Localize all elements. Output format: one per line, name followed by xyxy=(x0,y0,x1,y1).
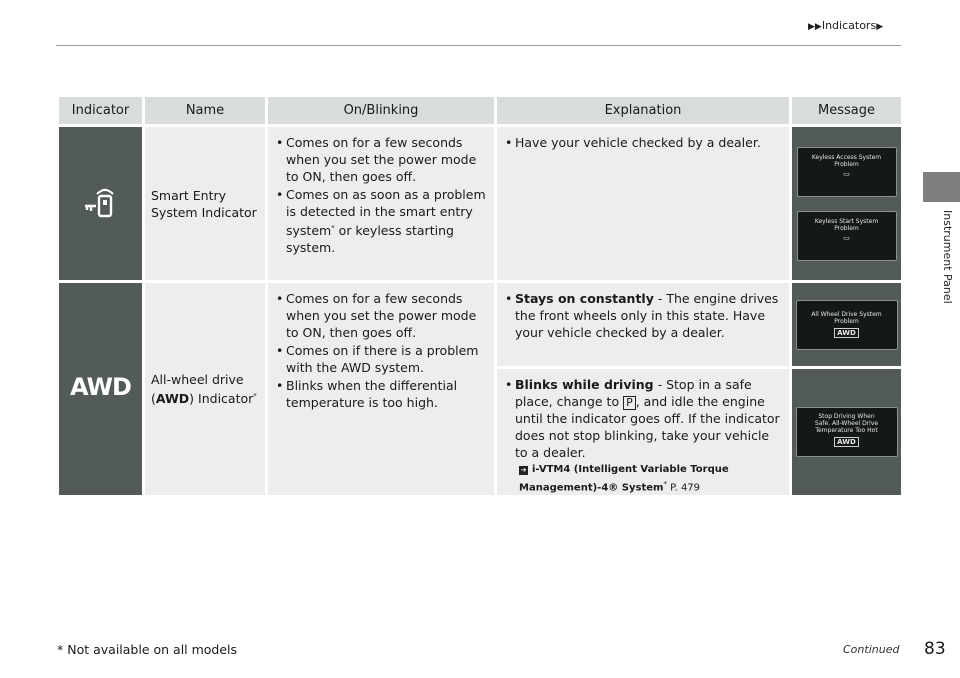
col-on-blinking: On/Blinking xyxy=(267,97,496,126)
footnote-asterisk: * xyxy=(331,224,335,232)
message-key-icon: ▭ xyxy=(843,169,850,178)
awd-on-item-3: • Blinks when the differential temperature is too high. xyxy=(276,377,488,411)
awd-expl-blink-item xyxy=(505,376,783,461)
continued-label: Continued xyxy=(843,643,900,656)
footnote: * Not available on all models xyxy=(57,642,238,657)
smart-entry-explanation xyxy=(496,126,791,282)
awd-temp-message-screen xyxy=(796,407,898,457)
awd-name-line2 xyxy=(151,388,259,407)
smart-entry-on-item-2a: Comes on as soon as a problem is detected in the smart entry system xyxy=(286,187,486,239)
awd-indicator-cell xyxy=(58,282,144,497)
header-rule xyxy=(56,45,901,46)
awd-name-rest: ) Indicator xyxy=(189,391,254,407)
table-row-smart-entry xyxy=(58,126,903,282)
msg-awd-temp-line1: Stop Driving When xyxy=(818,413,875,421)
awd-on-item-1: • Comes on for a few seconds when you set the power mode to ON, then goes off. xyxy=(276,290,488,341)
awd-on-item-2: • Comes on if there is a problem with the AWD system. xyxy=(276,342,488,376)
keyless-access-message-screen xyxy=(797,147,897,197)
page-number: 83 xyxy=(924,639,946,659)
awd-expl-blink-bold: Blinks while driving xyxy=(515,377,654,392)
awd-icon: AWD xyxy=(70,373,131,402)
smart-entry-message-cell xyxy=(791,126,903,282)
msg-awd-temp-chip: AWD xyxy=(834,437,859,447)
msg-keyless-start-line2: Problem xyxy=(834,224,859,232)
awd-expl-blink-b: , and idle the engine until the indicator goes off. If the indicator does not stop blinking, take your vehicle to a dealer. xyxy=(515,394,780,460)
table-row-awd-top xyxy=(58,282,903,368)
msg-awd-problem-line2: Problem xyxy=(834,317,859,325)
awd-expl-blink-a: - Stop in a safe place, change to xyxy=(515,377,752,409)
awd-name-bold: AWD xyxy=(155,391,190,407)
msg-awd-problem-line1: All Wheel Drive System xyxy=(811,310,882,318)
smart-entry-on-item-2 xyxy=(276,186,488,256)
awd-problem-message-screen xyxy=(796,300,898,350)
awd-name-open: ( xyxy=(151,391,156,407)
smart-entry-expl-item: • Have your vehicle checked by a dealer. xyxy=(505,134,783,151)
awd-message-cell-1 xyxy=(791,282,903,368)
msg-keyless-start-line1: Keyless Start System xyxy=(814,217,879,225)
awd-expl-steady-rest: - The engine drives the front wheels only in this state. Have your vehicle checked by a dealer. xyxy=(515,291,779,340)
awd-name xyxy=(144,282,267,497)
col-explanation: Explanation xyxy=(496,97,791,126)
smart-entry-on-item-1: • Comes on for a few seconds when you set the power mode to ON, then goes off. xyxy=(276,134,488,185)
smart-entry-on-blinking xyxy=(267,126,496,282)
message-key-icon: ▭ xyxy=(843,233,850,242)
msg-keyless-access-line1: Keyless Access System xyxy=(811,153,882,161)
smart-entry-on-item-2b: or keyless starting system. xyxy=(286,223,454,256)
awd-cross-reference[interactable] xyxy=(497,463,789,495)
awd-name-line1: All-wheel drive xyxy=(151,372,244,388)
ref-line1: i-VTM4 (Intelligent Variable Torque xyxy=(532,464,729,475)
msg-awd-temp-line3: Temperature Too Hot xyxy=(815,427,878,435)
ref-line2: Management)-4® System xyxy=(519,482,664,494)
footnote-asterisk: * xyxy=(253,392,257,401)
awd-on-blinking xyxy=(267,282,496,497)
smart-entry-key-icon xyxy=(81,184,121,220)
park-gear-symbol: P xyxy=(623,396,636,410)
awd-explanation-blinking xyxy=(496,368,791,497)
table-header-row xyxy=(58,97,903,126)
msg-awd-chip: AWD xyxy=(834,328,859,338)
reference-arrow-icon: ➔ xyxy=(520,466,527,474)
col-message: Message xyxy=(791,97,903,126)
msg-keyless-access-line2: Problem xyxy=(834,160,859,168)
breadcrumb-arrows: ▶▶ xyxy=(808,22,822,32)
col-indicator: Indicator xyxy=(58,97,144,126)
col-name: Name xyxy=(144,97,267,126)
indicator-table xyxy=(56,97,904,498)
breadcrumb xyxy=(808,19,883,32)
awd-expl-steady-item xyxy=(505,290,783,341)
smart-entry-name xyxy=(144,126,267,282)
chapter-tab xyxy=(923,172,960,202)
awd-message-cell-2 xyxy=(791,368,903,497)
smart-entry-name-line1: Smart Entry xyxy=(151,187,227,203)
breadcrumb-trail-arrow: ▶ xyxy=(876,22,884,32)
awd-explanation-steady xyxy=(496,282,791,368)
smart-entry-name-line2: System Indicator xyxy=(151,204,257,220)
breadcrumb-section[interactable]: Indicators xyxy=(821,19,877,32)
footnote-asterisk: * xyxy=(663,480,667,488)
msg-awd-temp-line2: Safe. All-Wheel Drive xyxy=(814,420,879,428)
awd-expl-steady-bold: Stays on constantly xyxy=(515,291,654,306)
ref-page[interactable]: P. 479 xyxy=(666,482,701,494)
chapter-label: Instrument Panel xyxy=(941,210,954,304)
smart-entry-indicator-cell xyxy=(58,126,144,282)
keyless-start-message-screen xyxy=(797,211,897,261)
